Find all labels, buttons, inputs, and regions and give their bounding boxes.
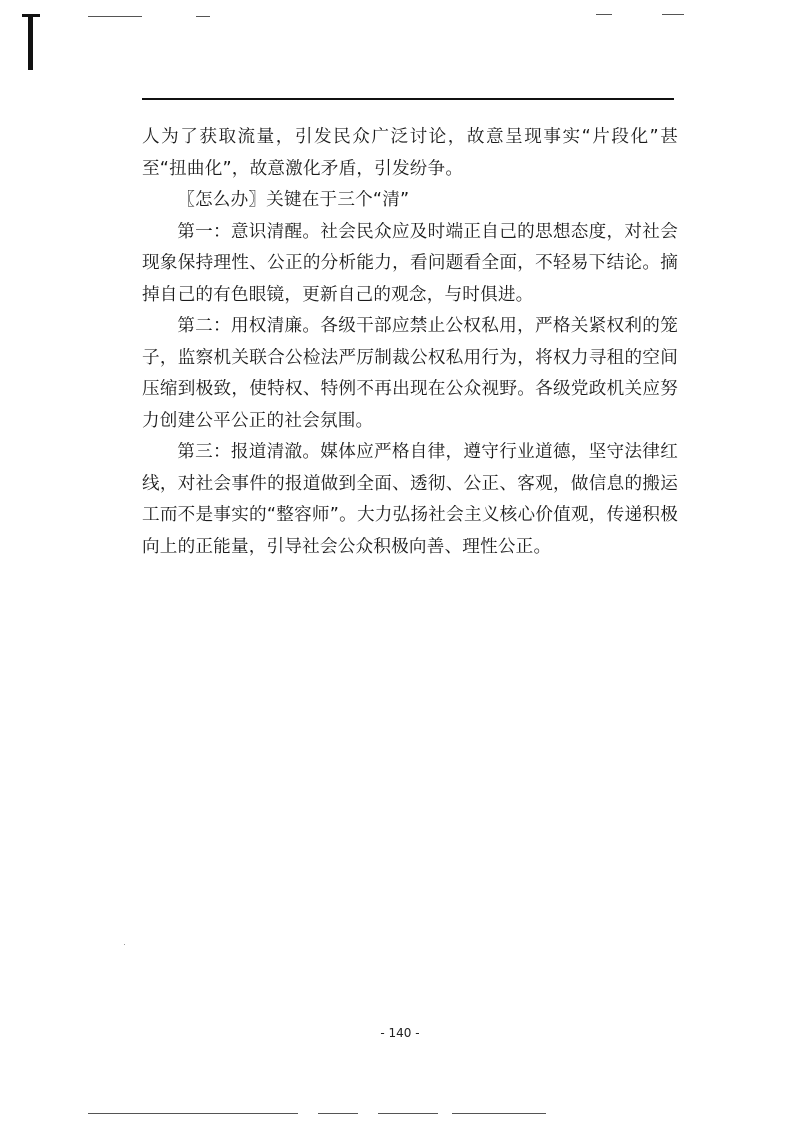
paragraph-point-two: 第二：用权清廉。各级干部应禁止公权私用，严格关紧权利的笼子，监察机关联合公检法严厉制裁公权私用行为，将权力寻租的空间压缩到极致，使特权、特例不再出现在公众视野。各级党政机关应努力创建公平公正的社会氛围。 xyxy=(142,316,678,431)
scan-dash xyxy=(452,1113,546,1114)
scan-dash xyxy=(88,16,142,17)
scan-dash xyxy=(88,1113,298,1114)
scan-dash xyxy=(378,1113,438,1114)
scan-dash xyxy=(318,1113,358,1114)
scan-dash xyxy=(662,14,684,15)
paragraph-point-three: 第三：报道清澈。媒体应严格自律，遵守行业道德，坚守法律红线，对社会事件的报道做到全面、透彻、公正、客观，做信息的搬运工而不是事实的“整容师”。大力弘扬社会主义核心价值观，传递积极向上的正能量，引导社会公众积极向善、理性公正。 xyxy=(142,442,678,557)
header-rule xyxy=(142,98,674,100)
scan-mark xyxy=(28,14,33,70)
paragraph-intro-continuation: 人为了获取流量，引发民众广泛讨论，故意呈现事实“片段化”甚至“扭曲化”，故意激化矛盾，引发纷争。 xyxy=(142,127,678,179)
document-body xyxy=(142,122,678,563)
page-number: - 140 - xyxy=(380,1026,420,1040)
paragraph-point-one: 第一：意识清醒。社会民众应及时端正自己的思想态度，对社会现象保持理性、公正的分析能力，看问题看全面，不轻易下结论。摘掉自己的有色眼镜，更新自己的观念，与时俱进。 xyxy=(142,221,678,305)
scan-speck xyxy=(124,944,125,945)
scan-dash xyxy=(196,16,210,17)
scan-dash xyxy=(596,14,612,15)
section-heading: 〖怎么办〗关键在于三个“清” xyxy=(177,190,410,210)
